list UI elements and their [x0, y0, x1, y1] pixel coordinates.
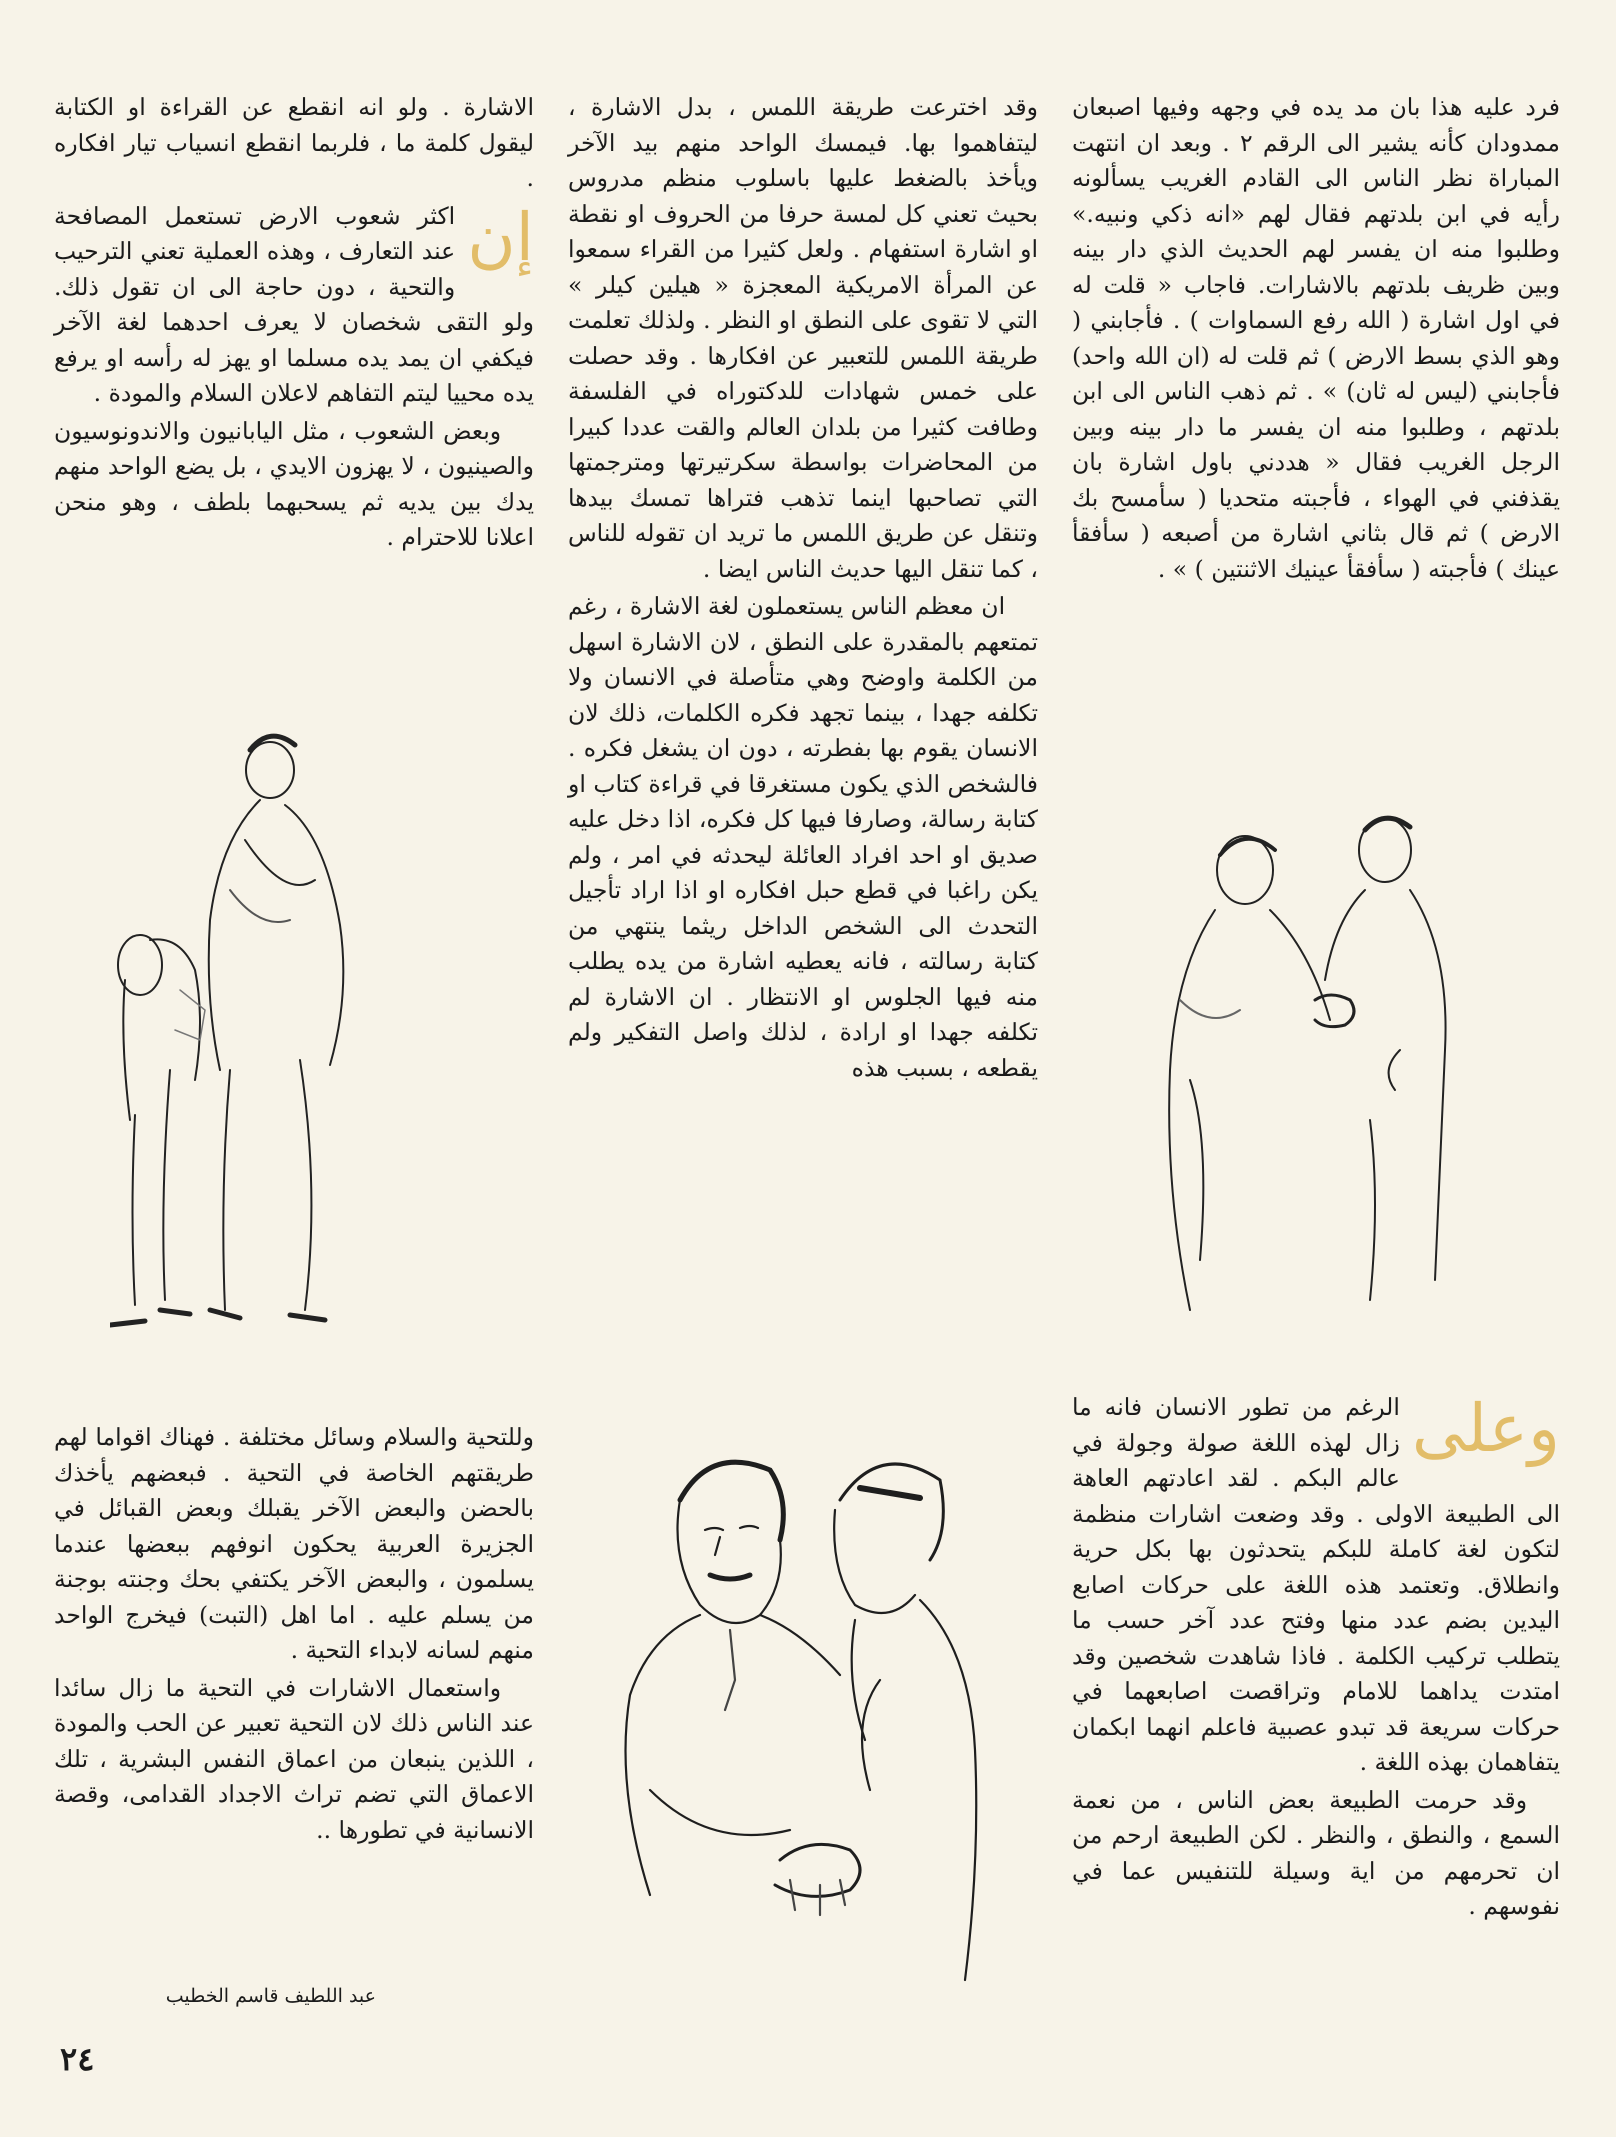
paragraph: وقد حرمت الطبيعة بعض الناس ، من نعمة السمع ، والنطق ، والنظر . لكن الطبيعة ارحم من ان تحرمهم من اية وسيلة للتنفيس عما في نفوسهم . — [1072, 1785, 1560, 1920]
paragraph-with-dropcap — [1072, 1390, 1560, 1781]
greeting-men-sketch-icon — [620, 1440, 1000, 2020]
paragraph: الاشارة . ولو انه انقطع عن القراءة او الكتابة ليقول كلمة ما ، فلربما انقطع انسياب تيار افكاره . — [54, 93, 534, 192]
paragraph-text: الرغم من تطور الانسان فانه ما زال لهذه اللغة صولة وجولة في عالم البكم . لقد اعادتهم العاهة الى الطبيعة الاولى . وقد وضعت اشارات منظمة لتكون لغة كاملة للبكم يتحدثون بها بكل حرية وانطلاق. وتعتمد هذه اللغة على حركات اصابع اليدين بضم عدد منها وفتح عدد آخر حسب ما يتطلب تركيب الكلمة . فاذا شاهدت شخصين وقد امتدت يداهما للامام وتراقصت اصابعهما في حركات سريعة قد تبدو عصبية فاعلم انهما ابكمان يتفاهمان بهذه اللغة . — [1072, 1393, 1560, 1776]
drop-cap: وعلى — [1411, 1390, 1560, 1467]
author-signature: عبد اللطيف قاسم الخطيب — [165, 1985, 376, 2007]
column-right-bottom — [1072, 1390, 1560, 1927]
paragraph: وللتحية والسلام وسائل مختلفة . فهناك اقواما لهم طريقتهم الخاصة في التحية . فبعضهم يأخذك بالحضن والبعض الآخر يقبلك وبعض القبائل في الجزيرة العربية يحكون انوفهم ببعضها عندما يسلمون ، والبعض الآخر يكتفي بحك وجنته بوجنة من يسلم عليه . اما اهل (التبت) فيخرج الواحد منهم لسانه لابداء التحية . — [54, 1423, 534, 1664]
paragraph: وبعض الشعوب ، مثل اليابانيون والاندونوسيون والصينيون ، لا يهزون الايدي ، بل يضع الواحد منهم يدك بين يديه ثم يسحبهما بلطف ، وهو منحن اعلانا للاحترام . — [54, 416, 534, 551]
drop-cap: إن — [467, 198, 534, 276]
paragraph-text: اكثر شعوب الارض تستعمل المصافحة عند التعارف ، وهذه العملية تعني الترحيب والتحية ، دون حاجة الى ان تقول ذلك. ولو التقى شخصان لا يعرف احدهما لغة الآخر فيكفي ان يمد يده مسلما او يهز له رأسه او يرفع يده محييا ليتم التفاهم لاعلان السلام والمودة . — [54, 201, 534, 407]
column-left-bottom — [54, 1420, 534, 1850]
paragraph: واستعمال الاشارات في التحية ما زال سائدا عند الناس ذلك لان التحية تعبير عن الحب والمودة ، اللذين ينبعان من اعماق النفس البشرية ، تلك الاعماق التي تضم تراث الاجداد القدامى، وقصة الانسانية في تطورها .. — [54, 1673, 534, 1844]
page-number: ٢٤ — [60, 2040, 95, 2078]
column-middle-top — [568, 90, 1038, 1088]
bowing-men-sketch-icon — [110, 720, 360, 1380]
paragraph-with-dropcap — [54, 199, 534, 412]
paragraph: ان معظم الناس يستعملون لغة الاشارة ، رغم تمتعهم بالمقدرة على النطق ، لان الاشارة اسهل من الكلمة واوضح وهي متأصلة في الانسان ولا تكلفه جهدا ، بينما تجهد فكره الكلمات، ذلك لان الانسان يقوم بها بفطرته ، دون ان يشغل فكره . فالشخص الذي يكون مستغرقا في قراءة كتاب او كتابة رسالة، وصارفا فيها كل فكره، اذا دخل عليه صديق او احد افراد العائلة ليحدثه في امر ، ولم يكن راغبا في قطع حبل افكاره او اذا اراد تأجيل التحدث الى الشخص الداخل ريثما ينتهي من كتابة رسالته ، فانه يعطيه اشارة من يده يطلب منه فيها الجلوس او الانتظار . ان الاشارة لم تكلفه جهدا او ارادة ، لذلك واصل التفكير ولم يقطعه ، بسبب هذه — [568, 592, 1038, 1082]
column-left-top — [54, 90, 534, 558]
paragraph: فرد عليه هذا بان مد يده في وجهه وفيها اصبعان ممدودان كأنه يشير الى الرقم ٢ . وبعد ان انتهت المباراة نظر الناس الى القادم الغريب يسألونه رأيه في ابن بلدتهم فقال لهم «انه ذكي ونبيه.» وطلبوا منه ان يفسر لهم الحديث الذي دار بينه وبين ظريف بلدتهم بالاشارات. فاجاب « قلت له في اول اشارة ( الله رفع السماوات ) . فأجابني ( وهو الذي بسط الارض ) ثم قلت له (ان الله واحد) فأجابني (ليس له ثان) » . ثم ذهب الناس الى ابن بلدتهم ، وطلبوا منه ان يفسر ما دار بينه وبين الرجل الغريب فقال « هددني باول اشارة بان يقذفني في الهواء ، فأجبته متحديا ( سأمسح بك الارض ) ثم قال بثاني اشارة من أصبعه ( سأفقأ عينك ) فأجبته ( سأفقأ عينيك الاثنتين ) » . — [1072, 93, 1560, 583]
handshake-sketch-icon — [1120, 800, 1490, 1320]
column-right-top — [1072, 90, 1560, 589]
paragraph: وقد اخترعت طريقة اللمس ، بدل الاشارة ، ليتفاهموا بها. فيمسك الواحد منهم بيد الآخر ويأخذ بالضغط عليها باسلوب منظم مدروس بحيث تعني كل لمسة حرفا من الحروف او نقطة او اشارة استفهام . ولعل كثيرا من القراء سمعوا عن المرأة الامريكية المعجزة « هيلين كيلر » التي لا تقوى على النطق او النظر . ولذلك تعلمت طريقة اللمس للتعبير عن افكارها . وقد حصلت على خمس شهادات للدكتوراه في الفلسفة وطافت كثيرا من بلدان العالم والقت عددا كبيرا من المحاضرات بواسطة سكرتيرتها ومترجمتها التي تصاحبها اينما تذهب فتراها تمسك بيدها وتنقل عن طريق اللمس ما تريد ان تقوله للناس ، كما تنقل اليها حديث الناس ايضا . — [568, 93, 1038, 583]
